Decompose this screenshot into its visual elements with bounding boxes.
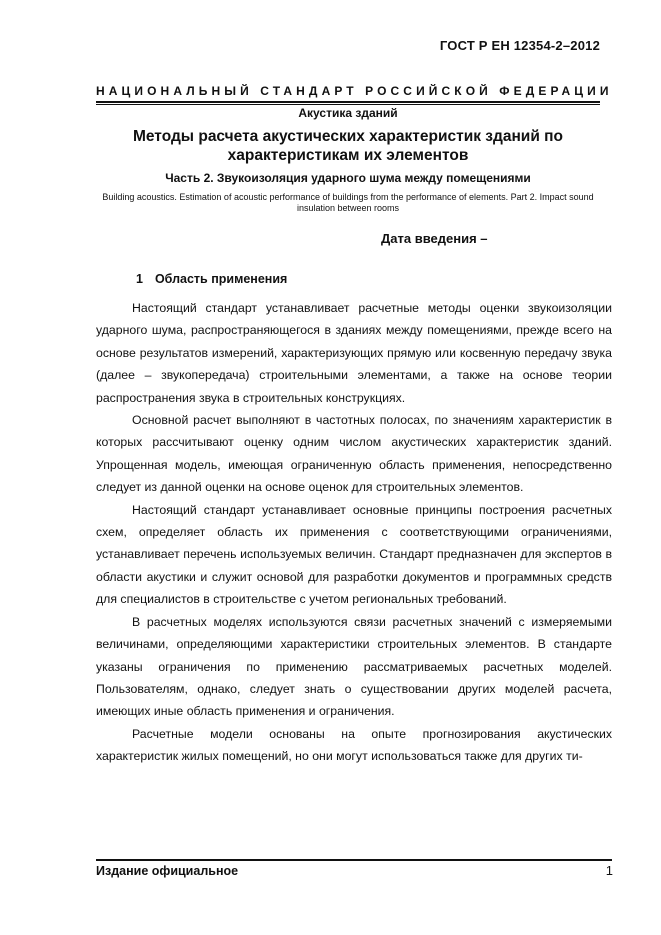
footer-divider [96,859,612,861]
section-number: 1 [136,272,143,286]
header-divider-thick [96,101,600,103]
section-heading [136,272,287,286]
part-title: Часть 2. Звукоизоляция ударного шума между помещениями [165,171,531,185]
document-title: Методы расчета акустических характеристик зданий по характеристикам их элементов [132,128,564,164]
paragraph: Настоящий стандарт устанавливает основные принципы построения расчетных схем, определяет область их применения с соответствующими ограничениями, устанавливает перечень используемых величин. Стандарт предназначен для экспертов в области акустики и служит основой для разработки документов и программных средств для специалистов в строительстве с учетом региональных требований. [96,502,612,607]
national-standard-heading: НАЦИОНАЛЬНЫЙ СТАНДАРТ РОССИЙСКОЙ ФЕДЕРАЦИИ [96,84,613,98]
english-title: Building acoustics. Estimation of acoustic performance of buildings from the performance of elements. Part 2. Impact sound insulation between rooms [102,192,594,213]
paragraph: Расчетные модели основаны на опыте прогнозирования акустических характеристик жилых помещений, но они могут использоваться также для других ти- [96,726,612,764]
document-code: ГОСТ Р ЕН 12354-2–2012 [439,38,600,53]
header-divider-thin [96,104,600,105]
introduction-date: Дата введения – [381,231,488,246]
edition-label: Издание официальное [96,864,239,878]
paragraph: Настоящий стандарт устанавливает расчетные методы оценки звукоизоляции ударного шума, распространяющегося в зданиях между помещениями, прежде всего на основе результатов измерений, характеризующих прямую или косвенную передачу звука (далее – звукопередача) строительными элементами, а также на основе теории распространения звука в строительных конструкциях. [96,301,612,405]
body-text [96,297,612,768]
subject-heading: Акустика зданий [298,106,398,120]
paragraph: Основной расчет выполняют в частотных полосах, по значениям характеристик в которых рассчитывают оценку одним числом акустических характеристик зданий. Упрощенная модель, имеющая ограниченную область применения, непосредственно следует из данной оценки на основе оценок для строительных элементов. [96,413,612,495]
section-title: Область применения [154,272,288,286]
page-number: 1 [605,863,613,878]
paragraph: В расчетных моделях используются связи расчетных значений с измеряемыми величинами, определяющими характеристики строительных элементов. В стандарте указаны ограничения по применению рассматриваемых расчетных моделей. Пользователям, однако, следует знать о существовании других моделей расчета, имеющих иные область применения и ограничения. [96,614,612,719]
